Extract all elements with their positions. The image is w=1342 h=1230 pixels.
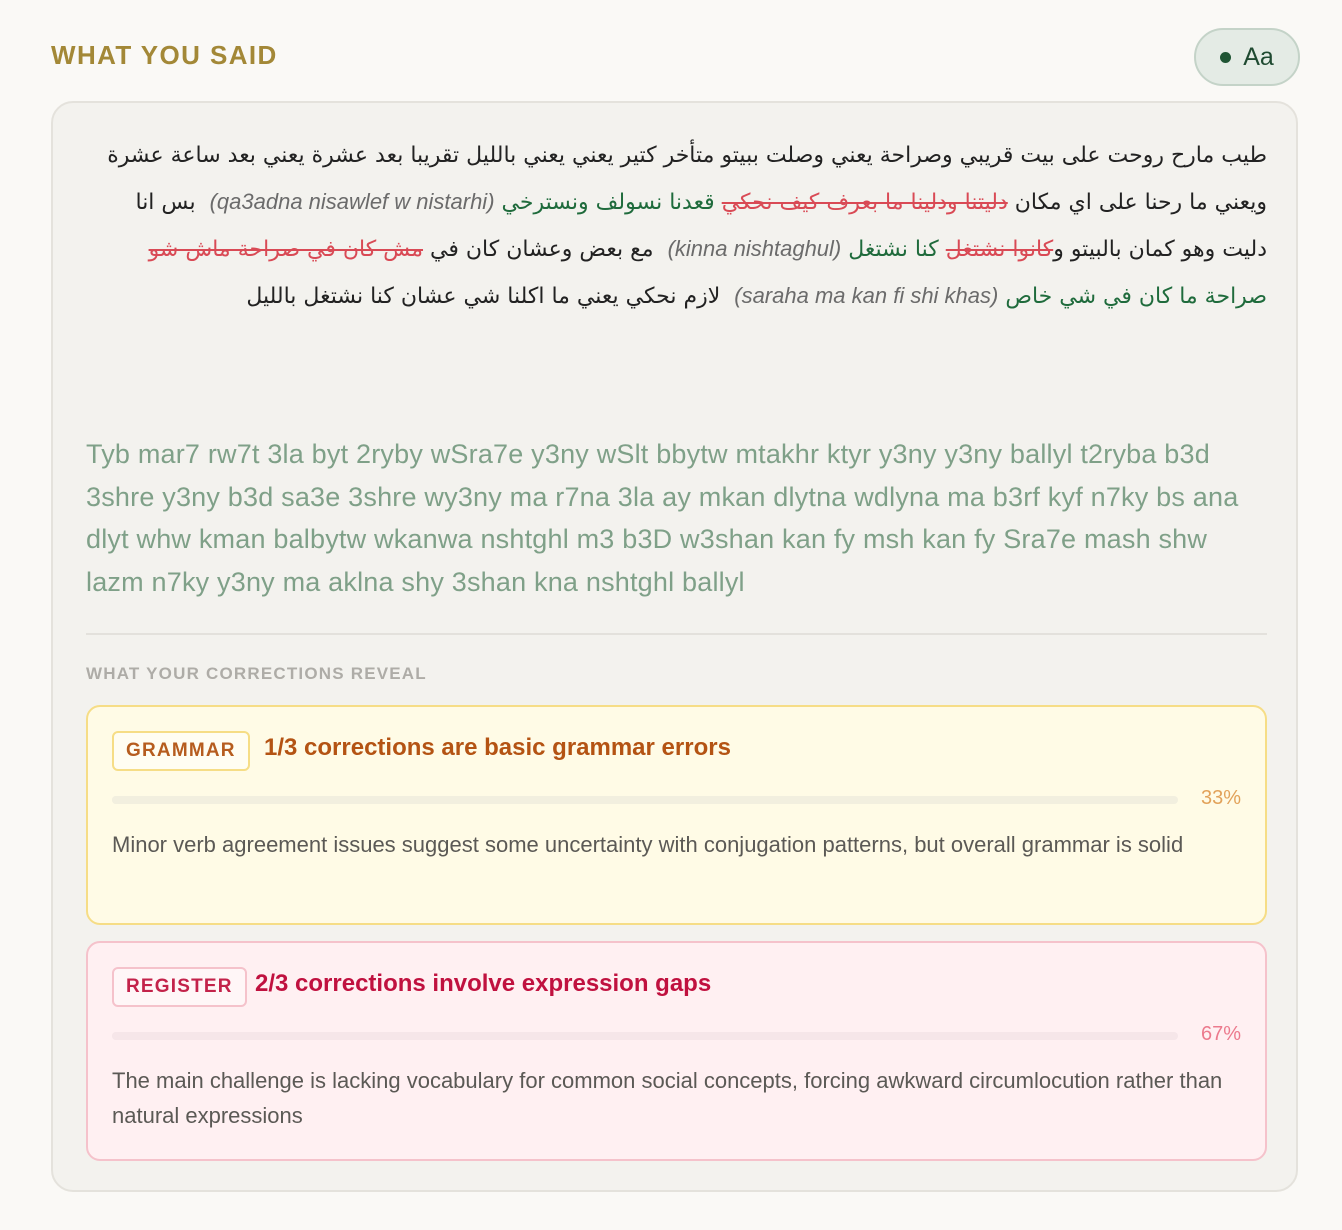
category-badge: REGISTER: [112, 967, 247, 1007]
percent-label: 33%: [1200, 787, 1241, 809]
insight-title: 1/3 corrections are basic grammar errors: [264, 734, 731, 761]
transcript-text: و: [1053, 237, 1064, 262]
correction-transliteration: (saraha ma kan fi shi khas): [734, 283, 999, 308]
progress-bar-fill: [112, 796, 464, 804]
insight-title: 2/3 corrections involve expression gaps: [255, 970, 712, 997]
transcript-card: [51, 101, 1298, 1192]
section-title: WHAT YOU SAID: [51, 40, 278, 70]
font-toggle-label: Aa: [1243, 42, 1274, 71]
correction-suggestion: صراحة ما كان في شي خاص: [1005, 284, 1267, 309]
transcript-text: بس انا دليت وهو كمان بالبيتو: [135, 190, 1267, 262]
status-dot-icon: [1220, 52, 1231, 63]
correction-suggestion: قعدنا نسولف ونسترخي: [501, 190, 715, 215]
progress-bar: [112, 1032, 1178, 1040]
correction-suggestion: كنا نشتغل: [848, 237, 939, 262]
font-toggle-button[interactable]: [1194, 28, 1300, 86]
correction-transliteration: (kinna nishtaghul): [667, 236, 842, 261]
insight-card-grammar: [86, 705, 1267, 925]
transcript-text: مع بعض وعشان كان في: [430, 237, 654, 262]
correction-original: مش كان في صراحة ماش شو: [148, 237, 424, 262]
arabic-transcript: [86, 133, 1267, 320]
correction-transliteration: (qa3adna nisawlef w nistarhi): [209, 189, 495, 214]
transliteration-text: Tyb mar7 rw7t 3la byt 2ryby wSra7e y3ny wSlt bbytw mtakhr ktyr y3ny y3ny ballyl t2ryba b3d 3shre y3ny b3d sa3e 3shre wy3ny ma r7na 3la ay mkan dlytna wdlyna ma b3rf kyf n7ky bs ana dlyt whw kman balbytw wkanwa nshtghl m3 b3D w3shan kan fy msh kan fy Sra7e mash shw lazm n7ky y3ny ma aklna shy 3shan kna nshtghl ballyl: [86, 439, 1239, 597]
divider: [86, 633, 1267, 635]
insight-description: Minor verb agreement issues suggest some uncertainty with conjugation patterns, but overall grammar is solid: [112, 832, 1184, 857]
insight-description: The main challenge is lacking vocabulary for common social concepts, forcing awkward circumlocution rather than natural expressions: [112, 1068, 1223, 1128]
progress-bar: [112, 796, 1178, 804]
correction-original: دليتنا ودلينا ما بعرف كيف نحكي: [721, 190, 1008, 215]
insight-card-register: [86, 941, 1267, 1161]
transcript-text: طيب مارح روحت على بيت قريبي وصراحة يعني وصلت ببيتو متأخر كتير يعني يعني بالليل تقريبا بعد عشرة يعني بعد ساعة عشرة ويعني ما رحنا على اي مكان: [107, 143, 1267, 215]
reveal-section-title: WHAT YOUR CORRECTIONS REVEAL: [86, 664, 427, 683]
category-badge: GRAMMAR: [112, 731, 250, 771]
correction-original: كانوا نشتغل: [945, 237, 1054, 262]
progress-bar-fill: [112, 1032, 826, 1040]
transcript-text: لازم نحكي يعني ما اكلنا شي عشان كنا نشتغل بالليل: [246, 284, 721, 309]
percent-label: 67%: [1200, 1023, 1241, 1045]
